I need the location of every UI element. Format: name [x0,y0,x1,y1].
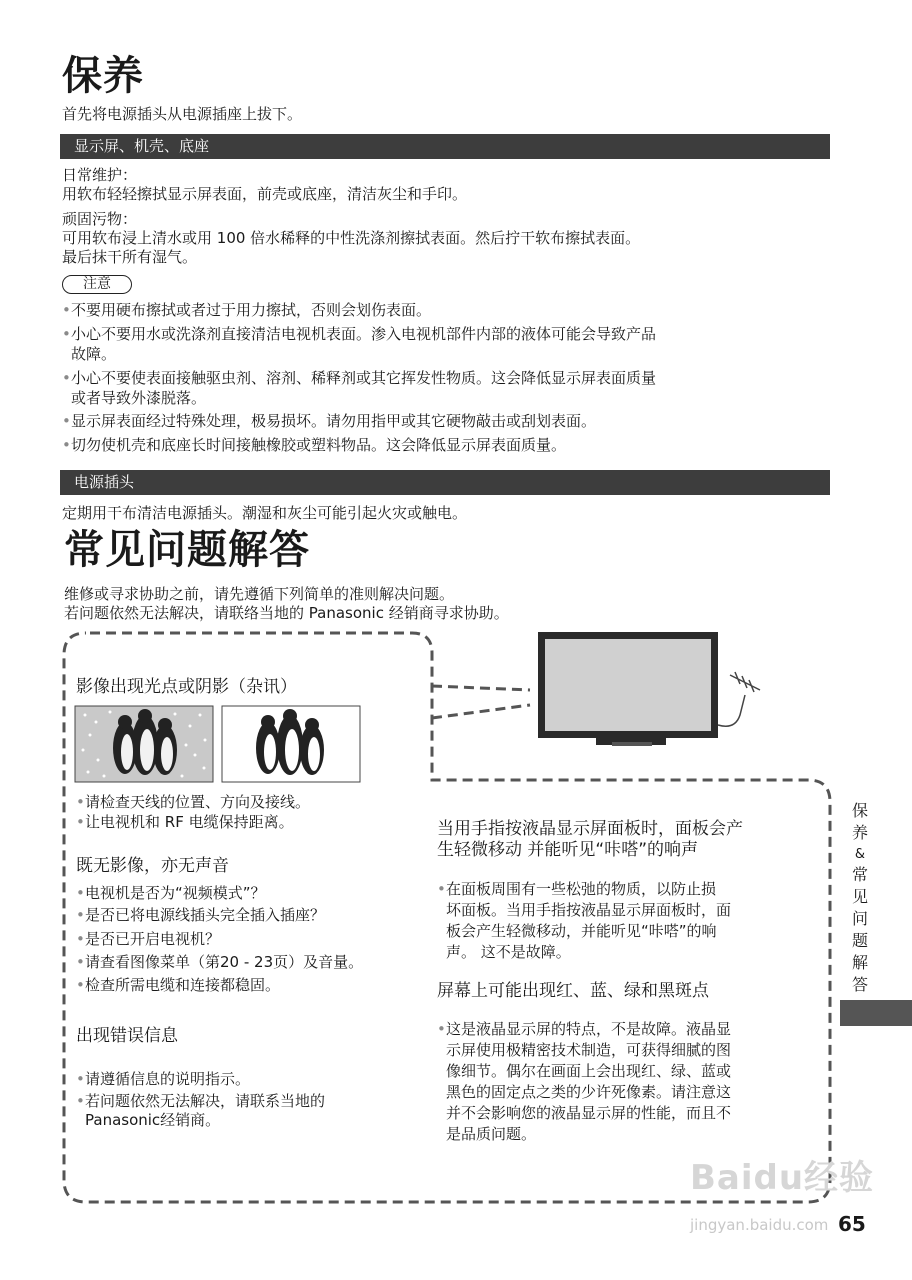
caution-item-cont: 或者导致外漆脱落。 [71,389,207,407]
panel-move-body-cont: 板会产生轻微移动，并能听见“咔嗒”的响 [446,922,717,940]
noise-title: 影像出现光点或阴影（杂讯） [76,677,297,697]
panel-move-title-2: 生轻微移动 并能听见“咔嗒”的响声 [437,840,699,860]
side-tab-bar [840,1000,912,1026]
panel-move-title-1: 当用手指按液晶显示屏面板时，面板会产 [437,819,743,839]
faq-title: 常见问题解答 [64,527,310,573]
side-tab-char: 常 [851,865,868,884]
section-header-plug: 电源插头 [60,470,830,495]
no-picture-item: • 电视机是否为“视频模式”？ [76,884,266,903]
side-tab-char: 见 [851,887,868,906]
stain-text-1: 可用软布浸上清水或用 100 倍水稀释的中性洗涤剂擦拭表面。然后拧干软布擦拭表面。 [62,229,641,247]
no-picture-item: • 请查看图像菜单（第20 - 23页）及音量。 [76,953,363,972]
side-tab-char: 题 [851,931,868,950]
side-tab-char: 养 [851,823,868,842]
callout-line [432,705,530,718]
spots-title: 屏幕上可能出现红、蓝、绿和黑斑点 [437,981,709,1001]
stain-label: 顽固污物： [62,210,138,228]
caution-item: • 小心不要用水或洗涤剂直接清洁电视机表面。渗入电视机部件内部的液体可能会导致产品 [62,325,656,344]
side-tab-char: 保 [851,801,868,820]
caution-item: • 切勿使机壳和底座长时间接触橡胶或塑料物品。这会降低显示屏表面质量。 [62,436,566,455]
spots-body-cont: 是品质问题。 [446,1125,537,1143]
daily-text: 用软布轻轻擦拭显示屏表面，前壳或底座，清洁灰尘和手印。 [62,185,468,203]
panel-move-body: • 在面板周围有一些松弛的物质，以防止损 [437,880,716,899]
spots-body-cont: 示屏使用极精密技术制造，可获得细腻的图 [446,1041,732,1059]
noise-item: • 让电视机和 RF 电缆保持距离。 [76,813,294,832]
section-header-display: 显示屏、机壳、底座 [60,134,830,159]
panel-move-body-cont: 声。 这不是故障。 [446,943,571,961]
caution-label: 注意 [62,275,132,294]
caution-item-cont: 故障。 [71,345,117,363]
spots-body-cont: 黑色的固定点之类的少许死像素。请注意这 [446,1083,732,1101]
clear-image-icon [222,706,360,782]
no-picture-title: 既无影像，亦无声音 [76,856,229,876]
error-item: • 请遵循信息的说明指示。 [76,1070,250,1089]
side-tab-char: 解 [851,953,868,972]
tv-illustration [538,632,760,746]
noise-item: • 请检查天线的位置、方向及接线。 [76,793,310,812]
error-item-cont: Panasonic经销商。 [85,1111,221,1129]
stain-text-2: 最后抹干所有湿气。 [62,248,198,266]
noise-image-icon [75,706,213,782]
watermark-url: jingyan.baidu.com [690,1216,829,1234]
spots-body-cont: 并不会影响您的液晶显示屏的性能，而且不 [446,1104,732,1122]
side-tab-char: 答 [851,975,868,994]
page-number: 65 [838,1212,866,1236]
spots-body: • 这是液晶显示屏的特点，不是故障。液晶显 [437,1020,731,1039]
faq-intro-1: 维修或寻求协助之前，请先遵循下列简单的准则解决问题。 [64,585,455,603]
panel-move-body-cont: 坏面板。当用手指按液晶显示屏面板时，面 [446,901,732,919]
spots-body-cont: 像细节。偶尔在画面上会出现红、绿、蓝或 [446,1062,732,1080]
watermark-logo: Baidu经验 [690,1158,875,1198]
no-picture-item: • 是否已将电源线插头完全插入插座？ [76,906,325,925]
caution-item: • 小心不要使表面接触驱虫剂、溶剂、稀释剂或其它挥发性物质。这会降低显示屏表面质量 [62,369,656,388]
maintenance-title: 保养 [62,53,144,99]
side-tab-char: & [854,847,866,862]
faq-intro-2: 若问题依然无法解决，请联络当地的 Panasonic 经销商寻求协助。 [64,604,509,622]
no-picture-item: • 是否已开启电视机？ [76,930,220,949]
side-tab-char: 问 [851,909,868,928]
error-title: 出现错误信息 [76,1026,178,1046]
caution-item: • 显示屏表面经过特殊处理，极易损坏。请勿用指甲或其它硬物敲击或刮划表面。 [62,412,596,431]
no-picture-item: • 检查所需电缆和连接都稳固。 [76,976,280,995]
caution-item: • 不要用硬布擦拭或者过于用力擦拭，否则会划伤表面。 [62,301,431,320]
daily-label: 日常维护： [62,166,138,184]
callout-line [432,686,530,690]
error-item: • 若问题依然无法解决，请联系当地的 [76,1092,325,1111]
plug-text: 定期用干布清洁电源插头。潮湿和灰尘可能引起火灾或触电。 [62,504,468,522]
maintenance-intro: 首先将电源插头从电源插座上拔下。 [62,105,303,123]
